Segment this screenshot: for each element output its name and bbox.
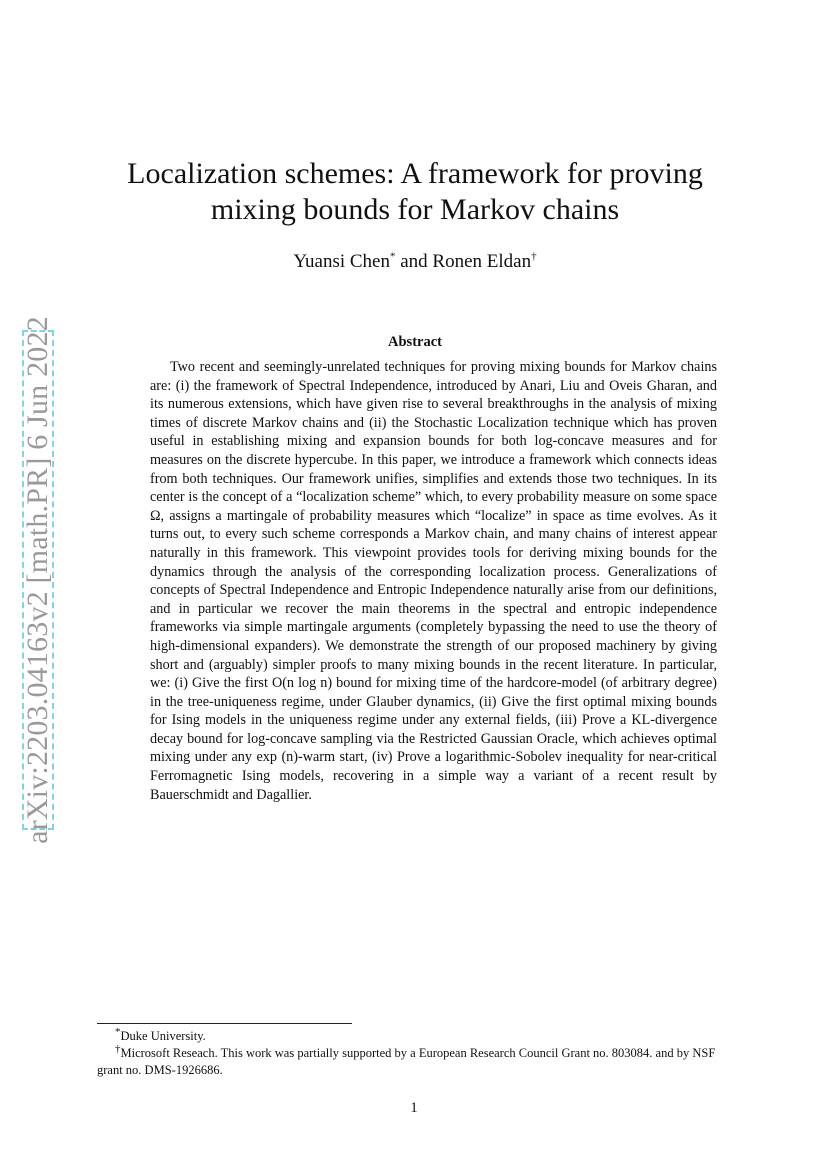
footnote-divider (97, 1023, 352, 1024)
author-footnote-mark: * (389, 250, 396, 263)
footnote-text: Duke University. (120, 1029, 206, 1043)
abstract-body: Two recent and seemingly-unrelated techniques for proving mixing bounds for Markov chains are: (i) the framework of Spectral Independence, introduced by Anari, Liu and Oveis Gharan, and its numerous extensions, which have given rise to several breakthroughs in the analysis of mixing times of discrete Markov chains and (ii) the Stochastic Localization technique which has proven useful in establishing mixing and expansion bounds for both log-concave measures and for measures on the discrete hypercube. In this paper, we introduce a framework which connects ideas from both techniques. Our framework unifies, simplifies and extends those two techniques. In its center is the concept of a “localization scheme” which, to every probability measure on some space Ω, assigns a martingale of probability measures which “localize” in space as time evolves. As it turns out, to every such scheme corresponds a Markov chain, and many chains of interest appear naturally in this framework. This viewpoint provides tools for deriving mixing bounds for the dynamics through the analysis of the corresponding localization process. Generalizations of concepts of Spectral Independence and Entropic Independence naturally arise from our definitions, and in particular we recover the main theorems in the spectral and entropic independence frameworks via simple martingale arguments (completely bypassing the need to use the theory of high-dimensional expanders). We demonstrate the strength of our proposed machinery by giving short and (arguably) simpler proofs to many mixing bounds in the recent literature. In particular, we: (i) Give the first O(n log n) bound for mixing time of the hardcore-model (of arbitrary degree) in the tree-uniqueness regime, under Glauber dynamics, (ii) Give the first optimal mixing bounds for Ising models in the uniqueness regime under any external fields, (iii) Prove a KL-divergence decay bound for log-concave sampling via the Restricted Gaussian Oracle, which achieves optimal mixing under any exp (n)-warm start, (iv) Prove a logarithmic-Sobolev inequality for near-critical Ferromagnetic Ising models, recovering in a simple way a variant of a recent result by Bauerschmidt and Dagallier. (150, 359, 717, 803)
footnote-text: Microsoft Reseach. This work was partially supported by a European Research Council Grant no. 803084. and by NSF grant no. DMS-1926686. (97, 1046, 716, 1077)
footnotes (97, 1025, 733, 1079)
arxiv-stamp (21, 316, 54, 844)
footnote-affiliation (97, 1025, 733, 1045)
abstract-heading: Abstract (388, 334, 442, 350)
author-line (90, 250, 740, 274)
page-number: 1 (410, 1100, 418, 1116)
author-footnote-mark: † (531, 250, 537, 263)
author-connector: and (395, 251, 433, 272)
footnote-affiliation (97, 1042, 733, 1079)
footnote-mark: * (115, 1025, 121, 1038)
author-name: Ronen Eldan (432, 251, 532, 272)
paper-title: Localization schemes: A framework for proving mixing bounds for Markov chains (127, 157, 703, 226)
arxiv-stamp-text: arXiv:2203.04163v2 [math.PR] 6 Jun 2022 (21, 316, 54, 844)
author-name: Yuansi Chen (293, 251, 390, 272)
footnote-mark: † (115, 1042, 121, 1055)
